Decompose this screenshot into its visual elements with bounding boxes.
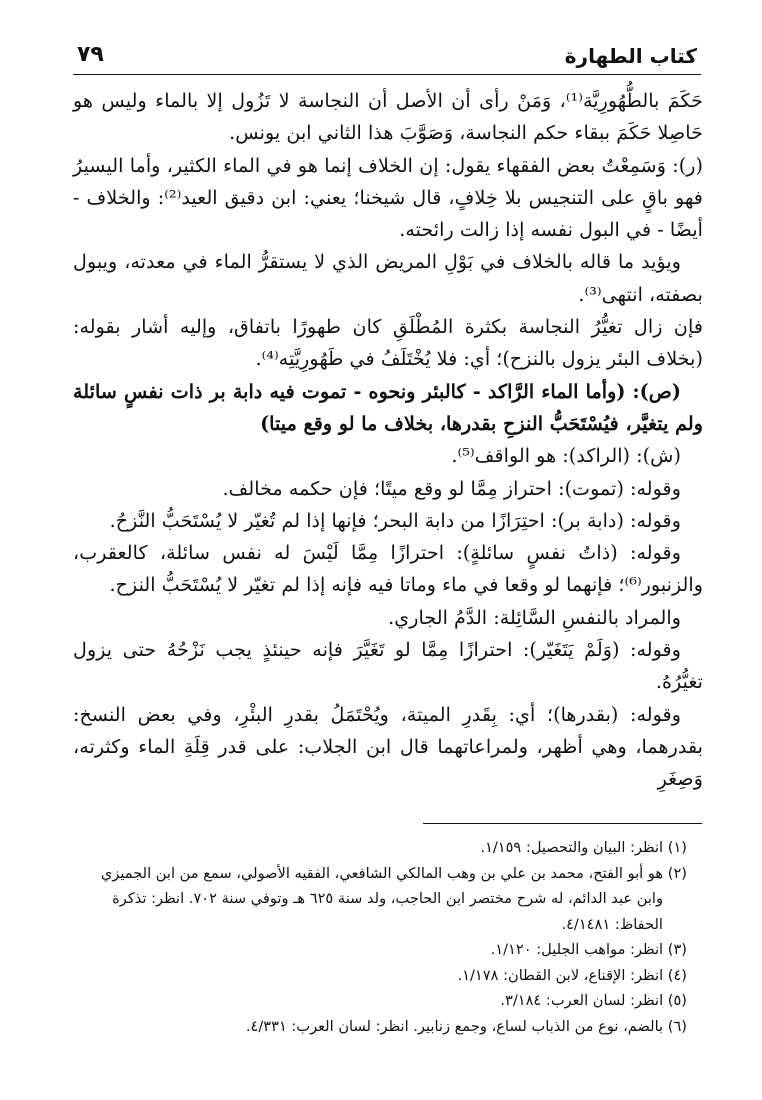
footnote: (٥) انظر: لسان العرب: ٣/١٨٤. [500, 992, 687, 1009]
footnote: (٤) انظر: الإقناع، لابن القطان: ١/١٧٨. [457, 966, 687, 984]
footnotes [73, 835, 701, 1039]
footnote-separator [423, 823, 702, 824]
paragraph: وقوله: (تموت): احتراز مِمَّا لو وقع ميتًا؛ فإن حكمه مخالف. [222, 476, 681, 500]
paragraph: وقوله: (بقدرها)؛ أي: بِقَدرِ الميتة، ويُحْتَمَلُ بقدرِ البئْرِ، وفي بعض النسخ: بقدرهما، وهي أظهر، ولمراعاتهما قال ابن الجلاب: على قدر قِلَةِ الماء وكثرته، وَصِغَرِ [73, 702, 703, 791]
page-header [73, 38, 701, 75]
paragraph-matn: (ص): (وأما الماء الرَّاكد - كالبئر ونحوه - تموت فيه دابة بر ذات نفسٍ سائلة ولم يتغيَّر، فيُسْتَحَبُّ النزحِ بقدرها، بخلاف ما لو وقع ميتا) [73, 379, 703, 435]
footnote-continuation: الحفاظ: ٤/١٤٨١. [561, 915, 663, 933]
paragraph: حَكَمَ بالطُّهُورِيَّة⁽¹⁾، وَمَنْ رأى أن الأصل أن النجاسة لا تَزُول إلا بالماء وليس هو حَاصِلا حَكَمَ ببقاء حكم النجاسة، وَصَوَّبَ هذا الثاني ابن يونس. [73, 89, 703, 145]
paragraph: (ش): (الراكد): هو الواقف⁽⁵⁾. [451, 444, 681, 468]
footnote: (٢) هو أبو الفتح، محمد بن علي بن وهب المالكي الشافعي، الفقيه الأصولي، سمع من ابن الجميزي [100, 864, 687, 882]
paragraph: وقوله: (دابة بر): احتِرَازًا من دابة البحر؛ فإنها إذا لم تُغيّر لا يُسْتَحَبُّ النَّزحُ. [109, 508, 681, 532]
paragraph: فإن زال تغيُّرُ النجاسة بكثرة المُطْلَقِ كان طهورًا باتفاق، وإليه أشار بقوله: (بخلاف البئر يزول بالنزح)؛ أي: فلا يُخْتَلَفُ في طَهُورِيَّتِه⁽⁴⁾. [73, 315, 703, 371]
page-number: ٧٩ [77, 42, 104, 67]
footnote: (٦) بالضم، نوع من الذباب لساع، وجمع زنابير. انظر: لسان العرب: ٤/٣٣١. [245, 1017, 687, 1035]
paragraph: وقوله: (وَلَمْ يَتَغَيّر): احترازًا مِمَّا لو تَغَيَّرَ فإنه حينئذٍ يجب نَزْحُهُ حتى يزول تغيُّرُهُ. [73, 638, 703, 694]
paragraph: والمراد بالنفسِ السَّائِلة: الدَّمُ الجاري. [388, 605, 681, 629]
footnote: (١) انظر: البيان والتحصيل: ١/١٥٩. [480, 839, 687, 856]
running-title: كتاب الطهارة [564, 44, 697, 68]
paragraph: ويؤيد ما قاله بالخلاف في بَوْلِ المريض الذي لا يستقرُّ الماء في معدته، ويبول بصفته، انتهى⁽³⁾. [73, 250, 703, 306]
footnote-continuation: وابن عبد الدائم، له شرح مختصر ابن الحاجب، ولد سنة ٦٢٥ هـ وتوفي سنة ٧٠٢. انظر: تذكرة [112, 890, 663, 907]
paragraph: وقوله: (ذاتُ نفسٍ سائلةٍ): احترازًا مِمَّا لَيْسَ له نفس سائلة، كالعقرب، والزنبور⁽⁶⁾؛ فإنهما لو وقعا في ماء وماتا فيه فإنه إذا لم تغيّر لا يُسْتَحَبُّ النزح. [73, 541, 703, 597]
footnote: (٣) انظر: مواهب الجليل: ١/١٢٠. [490, 941, 687, 958]
main-text [73, 85, 703, 796]
paragraph: (ر): وَسَمِعْتُ بعض الفقهاء يقول: إن الخلاف إنما هو في الماء الكثير، وأما اليسيرُ فهو باقٍ على التنجيس بلا خِلافٍ، قال شيخنا؛ يعني: ابن دقيق العيد⁽²⁾: والخلاف - أيضًا - في البول نفسه إذا زالت رائحته. [73, 153, 703, 242]
